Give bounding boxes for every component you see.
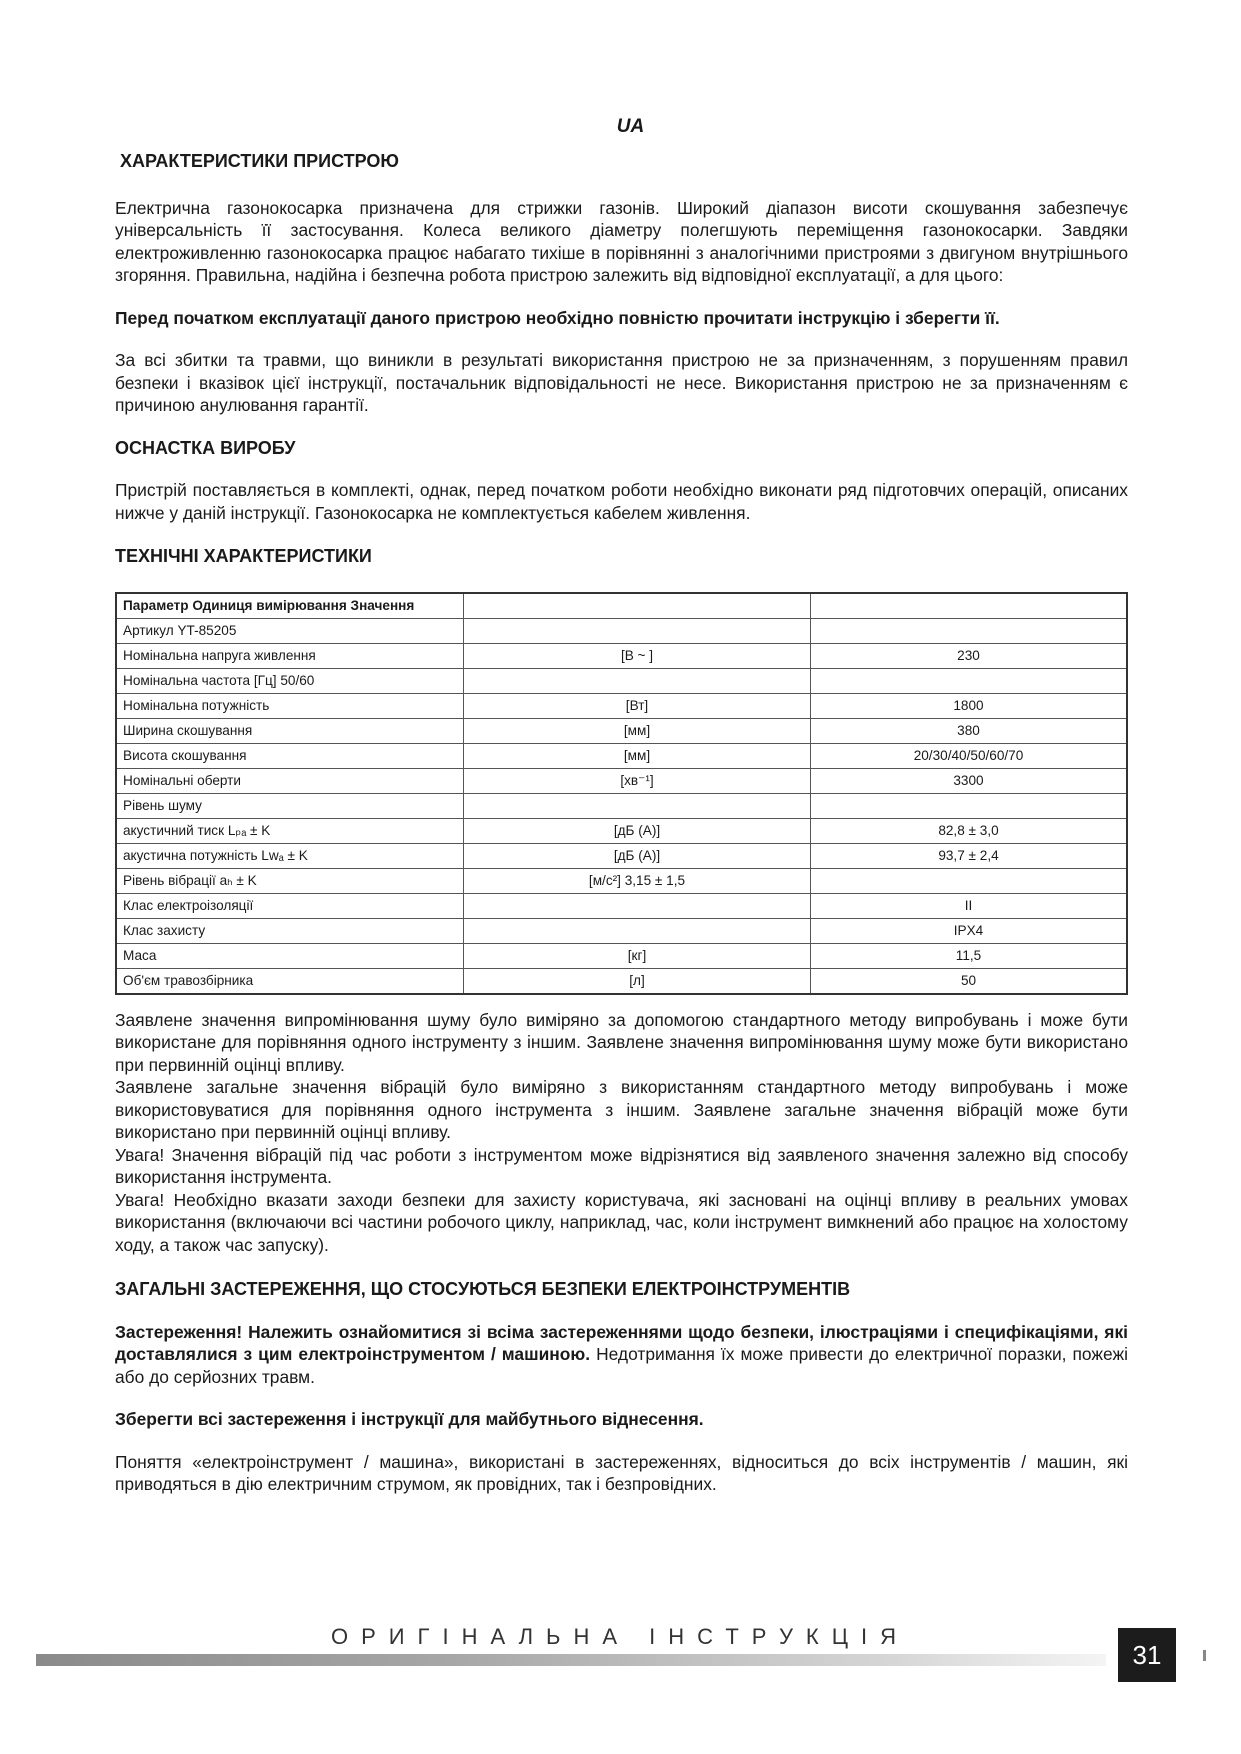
value-cell: 380 <box>811 718 1128 743</box>
table-row <box>116 943 1127 968</box>
table-row <box>116 793 1127 818</box>
vibration-note: Заявлене загальне значення вібрацій було виміряно з використанням стандартного методу випробувань і може використовуватися для порівняння одного інструмента з іншим. Заявлене загальне значення вібрацій може бути використано при первинній оцінці впливу. <box>115 1077 1128 1142</box>
value-cell <box>811 793 1128 818</box>
page-edge-mark <box>1203 1650 1206 1661</box>
param-cell: Номінальна напруга живлення <box>116 643 464 668</box>
table-row <box>116 693 1127 718</box>
footer-original-instruction: ОРИГІНАЛЬНА ІНСТРУКЦІЯ <box>330 1624 910 1649</box>
document-body <box>115 150 1128 1496</box>
unit-cell: [дБ (A)] <box>464 843 811 868</box>
section-title-equipment: ОСНАСТКА ВИРОБУ <box>115 437 296 458</box>
safety-measures-warning: Увага! Необхідно вказати заходи безпеки для захисту користувача, які засновані на оцінці впливу в реальних умовах використання (включаючи всі частини робочого циклу, наприклад, час, коли інструмент вимкнений або працює на холостому ходу, а також час запуску). <box>115 1189 1128 1255</box>
noise-note: Заявлене значення випромінювання шуму було виміряно за допомогою стандартного методу випробувань і може бути використане для порівняння одного інструменту з іншим. Заявлене значення випромінювання шуму може бути використано при первинній оцінці впливу. <box>115 1009 1128 1075</box>
table-row <box>116 718 1127 743</box>
unit-cell: [дБ (A)] <box>464 818 811 843</box>
table-header-cell: Параметр Одиниця вимірювання Значення <box>116 593 464 619</box>
table-row <box>116 618 1127 643</box>
section-title-specs: ТЕХНІЧНІ ХАРАКТЕРИСТИКИ <box>115 546 372 566</box>
safety-warning-rest: Недотримання їх може привести до електричної поразки, пожежі або до серйозних травм. <box>115 1344 1128 1387</box>
param-cell: Номінальна частота [Гц] 50/60 <box>116 668 464 693</box>
unit-cell: [л] <box>464 968 811 994</box>
value-cell: 20/30/40/50/60/70 <box>811 743 1128 768</box>
unit-cell: [хв⁻¹] <box>464 768 811 793</box>
value-cell <box>811 868 1128 893</box>
value-cell: 3300 <box>811 768 1128 793</box>
table-header-row <box>116 593 1127 619</box>
value-cell: 1800 <box>811 693 1128 718</box>
value-cell: 93,7 ± 2,4 <box>811 843 1128 868</box>
param-cell: Ширина скошування <box>116 718 464 743</box>
read-instructions-note: Перед початком експлуатації даного пристрою необхідно повністю прочитати інструкцію і зберегти її. <box>115 307 1000 328</box>
unit-cell: [мм] <box>464 743 811 768</box>
value-cell: 230 <box>811 643 1128 668</box>
unit-cell: [кг] <box>464 943 811 968</box>
value-cell: II <box>811 893 1128 918</box>
table-row <box>116 868 1127 893</box>
value-cell <box>811 668 1128 693</box>
specifications-table <box>115 592 1128 995</box>
unit-cell: [мм] <box>464 718 811 743</box>
unit-cell: [В ~ ] <box>464 643 811 668</box>
page-number: 31 <box>1118 1628 1176 1682</box>
param-cell: Рівень вібрації aₕ ± K <box>116 868 464 893</box>
unit-cell <box>464 918 811 943</box>
unit-cell: [м/с²] 3,15 ± 1,5 <box>464 868 811 893</box>
table-row <box>116 818 1127 843</box>
table-row <box>116 893 1127 918</box>
value-cell: IPX4 <box>811 918 1128 943</box>
intro-paragraph: Електрична газонокосарка призначена для стрижки газонів. Широкий діапазон висоти скошування забезпечує універсальність її застосування. Колеса великого діаметру полегшують переміщення газонокосарки. Завдяки електроживленню газонокосарка працює набагато тихіше в порівнянні з аналогічними пристроями з двигуном внутрішнього згоряння. Правильна, надійна і безпечна робота пристрою залежить від відповідної експлуатації, а для цього: <box>115 197 1128 285</box>
liability-paragraph: За всі збитки та травми, що виникли в результаті використання пристрою не за призначенням, з порушенням правил безпеки і вказівок цієї інструкції, постачальник відповідальності не несе. Використання пристрою не за призначенням є причиною анулювання гарантії. <box>115 350 1128 415</box>
footer-gradient-bar <box>36 1654 1106 1666</box>
value-cell <box>811 618 1128 643</box>
table-row <box>116 968 1127 994</box>
param-cell: Маса <box>116 943 464 968</box>
param-cell: Артикул YT-85205 <box>116 618 464 643</box>
unit-cell <box>464 668 811 693</box>
table-row <box>116 668 1127 693</box>
param-cell: Висота скошування <box>116 743 464 768</box>
table-row <box>116 768 1127 793</box>
table-header-cell-empty <box>811 593 1128 619</box>
language-label: UA <box>616 116 645 137</box>
param-cell: Об'єм травозбірника <box>116 968 464 994</box>
unit-cell <box>464 618 811 643</box>
unit-cell: [Вт] <box>464 693 811 718</box>
power-tool-definition: Поняття «електроінструмент / машина», використані в застереженнях, відноситься до всіх інструментів / машин, які приводяться в дію електричним струмом, як провідних, так і безпровідних. <box>115 1451 1128 1494</box>
table-header-cell-empty <box>464 593 811 619</box>
safety-warning-bold: Застереження! Належить ознайомитися зі всіма застереженнями щодо безпеки, ілюстраціями і специфікаціями, які доставлялися з цим електроінструментом / машиною. <box>115 1321 1128 1364</box>
unit-cell <box>464 893 811 918</box>
equipment-paragraph: Пристрій поставляється в комплекті, однак, перед початком роботи необхідно виконати ряд підготовчих операцій, описаних нижче у даній інструкції. Газонокосарка не комплектується кабелем живлення. <box>115 480 1128 523</box>
param-cell: Номінальна потужність <box>116 693 464 718</box>
table-row <box>116 843 1127 868</box>
table-row <box>116 743 1127 768</box>
param-cell: Клас захисту <box>116 918 464 943</box>
table-row <box>116 643 1127 668</box>
section-title-safety: ЗАГАЛЬНІ ЗАСТЕРЕЖЕННЯ, ЩО СТОСУЮТЬСЯ БЕЗПЕКИ ЕЛЕКТРОІНСТРУМЕНТІВ <box>115 1279 851 1299</box>
section-title-characteristics: ХАРАКТЕРИСТИКИ ПРИСТРОЮ <box>120 151 399 171</box>
param-cell: Клас електроізоляції <box>116 893 464 918</box>
param-cell: Рівень шуму <box>116 793 464 818</box>
param-cell: Номінальні оберти <box>116 768 464 793</box>
value-cell: 50 <box>811 968 1128 994</box>
param-cell: акустичний тиск Lₚₐ ± K <box>116 818 464 843</box>
keep-instructions-note: Зберегти всі застереження і інструкції для майбутнього віднесення. <box>115 1409 704 1429</box>
unit-cell <box>464 793 811 818</box>
safety-warning-paragraph <box>115 1321 1128 1389</box>
param-cell: акустична потужність Lwₐ ± K <box>116 843 464 868</box>
value-cell: 82,8 ± 3,0 <box>811 818 1128 843</box>
vibration-warning: Увага! Значення вібрацій під час роботи з інструментом може відрізнятися від заявленого значення залежно від способу використання інструмента. <box>115 1144 1128 1187</box>
table-row <box>116 918 1127 943</box>
value-cell: 11,5 <box>811 943 1128 968</box>
